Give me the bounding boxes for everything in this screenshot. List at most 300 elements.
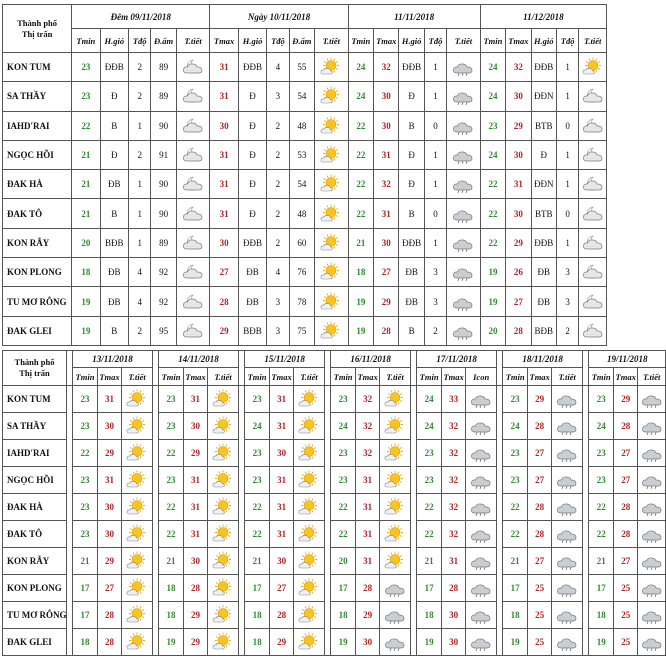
value-cell: 1 [129, 111, 151, 140]
rain-cloud-icon [451, 58, 475, 76]
column-header: T.tiết [447, 29, 481, 53]
tmin-cell: 23 [159, 467, 184, 494]
tmin-cell: 22 [245, 521, 270, 548]
weather-cell [315, 82, 349, 111]
sun-cloud-icon [319, 293, 343, 311]
tmin-cell: 21 [503, 548, 528, 575]
value-cell: 92 [151, 287, 176, 316]
rain-cloud-icon [451, 263, 475, 281]
moon-cloud-icon [581, 322, 605, 340]
moon-cloud-icon [181, 146, 205, 164]
tmax-cell: 31 [184, 521, 208, 548]
weather-cell [466, 548, 497, 575]
rain-cloud-icon [451, 234, 475, 252]
value-cell: 90 [151, 111, 176, 140]
tmin-cell: 21 [417, 548, 442, 575]
tmax-cell: 28 [528, 494, 552, 521]
sun-cloud-icon [319, 175, 343, 193]
tmin-cell: 23 [331, 440, 356, 467]
rain-cloud-icon [469, 633, 493, 651]
tmin-cell: 23 [245, 386, 270, 413]
column-header: Tmax [374, 29, 399, 53]
weather-cell [638, 521, 666, 548]
weather-cell [315, 228, 349, 257]
city-name: ĐAK GLEI [3, 629, 67, 656]
tmin-cell: 18 [245, 602, 270, 629]
column-header: T.tiết [176, 29, 210, 53]
weather-cell [208, 467, 239, 494]
moon-cloud-icon [181, 205, 205, 223]
weather-cell [294, 413, 325, 440]
column-header: T.tiết [552, 368, 583, 386]
value-cell: 0 [556, 199, 578, 228]
rain-cloud-icon [640, 390, 664, 408]
tmin-cell: 18 [331, 602, 356, 629]
rain-cloud-icon [640, 471, 664, 489]
date-header: 11/12/2018 [480, 5, 606, 29]
tmax-cell: 29 [270, 629, 294, 656]
column-header: T.tiết [380, 368, 411, 386]
weather-cell [552, 440, 583, 467]
weather-cell [315, 199, 349, 228]
rain-cloud-icon [451, 322, 475, 340]
tmax-cell: 32 [356, 440, 380, 467]
value-cell: 0 [424, 199, 446, 228]
value-cell: 1 [556, 53, 578, 82]
column-header: Tmin [331, 368, 356, 386]
value-cell: 4 [129, 258, 151, 287]
value-cell: 1 [424, 228, 446, 257]
moon-cloud-icon [181, 293, 205, 311]
rain-cloud-icon [555, 444, 579, 462]
sun-cloud-icon [125, 444, 149, 462]
tmax-cell: 31 [210, 199, 238, 228]
sun-cloud-icon [125, 552, 149, 570]
tmax-cell: 29 [506, 228, 531, 257]
tmin-cell: 19 [480, 258, 505, 287]
value-cell: Đ [238, 170, 266, 199]
table-row [3, 53, 607, 82]
tmin-cell: 22 [417, 494, 442, 521]
column-header: T.tiết [208, 368, 239, 386]
weather-cell [466, 467, 497, 494]
tmax-cell: 32 [442, 521, 466, 548]
sun-cloud-icon [383, 525, 407, 543]
weather-cell [552, 413, 583, 440]
tmin-cell: 22 [348, 140, 373, 169]
moon-cloud-icon [581, 175, 605, 193]
tmax-cell: 30 [98, 521, 122, 548]
weather-cell [122, 386, 153, 413]
tmin-cell: 23 [73, 494, 98, 521]
weather-cell [122, 494, 153, 521]
rain-cloud-icon [640, 525, 664, 543]
city-name: KON RẪY [3, 228, 72, 257]
weather-cell [466, 386, 497, 413]
tmax-cell: 31 [356, 521, 380, 548]
rain-cloud-icon [469, 579, 493, 597]
value-cell: 2 [129, 82, 151, 111]
tmin-cell: 17 [417, 575, 442, 602]
value-cell: 1 [424, 140, 446, 169]
value-cell: ĐB [399, 258, 424, 287]
value-cell: ĐB [238, 258, 266, 287]
sun-cloud-icon [383, 444, 407, 462]
tmax-cell: 31 [210, 82, 238, 111]
date-header: 18/11/2018 [503, 351, 583, 368]
tmax-cell: 28 [528, 521, 552, 548]
value-cell: Đ [100, 82, 128, 111]
column-header: Tmax [528, 368, 552, 386]
city-name: IAHD'RAI [3, 111, 72, 140]
sun-cloud-icon [211, 471, 235, 489]
rain-cloud-icon [451, 293, 475, 311]
value-cell: BĐB [238, 316, 266, 345]
value-cell: BĐB [100, 228, 128, 257]
tmin-cell: 18 [417, 602, 442, 629]
table-row [3, 287, 607, 316]
moon-cloud-icon [581, 205, 605, 223]
tmax-cell: 30 [374, 82, 399, 111]
rain-cloud-icon [555, 498, 579, 516]
tmin-cell: 23 [331, 386, 356, 413]
tmax-cell: 30 [184, 548, 208, 575]
tmin-cell: 19 [589, 629, 614, 656]
tmin-cell: 23 [73, 413, 98, 440]
tmax-cell: 27 [528, 467, 552, 494]
tmax-cell: 31 [356, 494, 380, 521]
tmin-cell: 21 [73, 548, 98, 575]
sun-cloud-icon [211, 417, 235, 435]
weather-cell [638, 629, 666, 656]
tmax-cell: 27 [614, 440, 638, 467]
tmin-cell: 23 [480, 111, 505, 140]
rain-cloud-icon [469, 417, 493, 435]
sun-cloud-icon [319, 146, 343, 164]
moon-cloud-icon [581, 293, 605, 311]
weather-cell [176, 53, 210, 82]
value-cell: 2 [129, 53, 151, 82]
value-cell: 2 [267, 199, 289, 228]
sun-cloud-icon [383, 417, 407, 435]
city-name: KON TUM [3, 53, 72, 82]
value-cell: 53 [289, 140, 314, 169]
column-header: Tmin [348, 29, 373, 53]
sun-cloud-icon [297, 390, 321, 408]
value-cell: 1 [556, 170, 578, 199]
weather-cell [380, 386, 411, 413]
weather-cell [122, 629, 153, 656]
weather-cell [447, 170, 481, 199]
tmin-cell: 22 [72, 111, 100, 140]
weather-cell [579, 228, 607, 257]
tmax-cell: 29 [184, 629, 208, 656]
weather-cell [176, 228, 210, 257]
rain-cloud-icon [640, 579, 664, 597]
sun-cloud-icon [125, 390, 149, 408]
tmax-cell: 31 [270, 413, 294, 440]
tmax-cell: 31 [270, 467, 294, 494]
weather-cell [122, 467, 153, 494]
date-header: 16/11/2018 [331, 351, 411, 368]
value-cell: ĐĐB [238, 53, 266, 82]
city-name: ĐAK HÀ [3, 494, 67, 521]
weather-cell [208, 602, 239, 629]
value-cell: BTB [531, 199, 556, 228]
tmin-cell: 23 [72, 53, 100, 82]
sun-cloud-icon [211, 444, 235, 462]
tmax-cell: 32 [442, 494, 466, 521]
tmin-cell: 22 [503, 521, 528, 548]
weather-cell [466, 440, 497, 467]
column-header: Đ.ẩm [289, 29, 314, 53]
value-cell: 3 [556, 258, 578, 287]
tmax-cell: 31 [184, 467, 208, 494]
table-row [3, 386, 666, 413]
weather-cell [315, 316, 349, 345]
tmax-cell: 31 [356, 548, 380, 575]
rain-cloud-icon [469, 606, 493, 624]
value-cell: Đ [399, 82, 424, 111]
moon-cloud-icon [181, 87, 205, 105]
tmax-cell: 31 [442, 548, 466, 575]
date-header: 17/11/2018 [417, 351, 497, 368]
tmin-cell: 20 [480, 316, 505, 345]
tmin-cell: 21 [245, 548, 270, 575]
sun-cloud-icon [211, 525, 235, 543]
tmax-cell: 31 [210, 53, 238, 82]
value-cell: Đ [399, 170, 424, 199]
tmin-cell: 23 [503, 440, 528, 467]
table-row [3, 316, 607, 345]
tmin-cell: 22 [159, 521, 184, 548]
tmax-cell: 28 [442, 575, 466, 602]
value-cell: B [100, 111, 128, 140]
tmin-cell: 18 [73, 629, 98, 656]
tmax-cell: 31 [98, 467, 122, 494]
value-cell: 1 [424, 53, 446, 82]
weather-cell [294, 629, 325, 656]
tmin-cell: 23 [245, 440, 270, 467]
date-header: 19/11/2018 [589, 351, 666, 368]
column-header: Tmax [356, 368, 380, 386]
city-name: NGỌC HỒI [3, 140, 72, 169]
sun-cloud-icon [125, 606, 149, 624]
tmin-cell: 19 [72, 316, 100, 345]
column-header: T.tiết [638, 368, 666, 386]
value-cell: 1 [129, 199, 151, 228]
weather-cell [552, 494, 583, 521]
value-cell: 2 [424, 316, 446, 345]
rain-cloud-icon [640, 444, 664, 462]
value-cell: ĐĐB [531, 53, 556, 82]
value-cell: Đ [100, 140, 128, 169]
sun-cloud-icon [125, 525, 149, 543]
city-name: ĐAK HÀ [3, 170, 72, 199]
weather-cell [294, 575, 325, 602]
tmin-cell: 23 [417, 440, 442, 467]
tmax-cell: 25 [614, 629, 638, 656]
weather-cell [638, 386, 666, 413]
tmax-cell: 27 [98, 575, 122, 602]
weather-cell [294, 494, 325, 521]
tmax-cell: 31 [356, 467, 380, 494]
tmax-cell: 28 [614, 413, 638, 440]
rain-cloud-icon [555, 606, 579, 624]
weather-cell [447, 111, 481, 140]
column-header: Tmax [98, 368, 122, 386]
value-cell: ĐB [100, 170, 128, 199]
rain-cloud-icon [469, 444, 493, 462]
tmin-cell: 19 [417, 629, 442, 656]
value-cell: 3 [556, 287, 578, 316]
tmin-cell: 23 [503, 386, 528, 413]
weather-cell [380, 602, 411, 629]
rain-cloud-icon [640, 417, 664, 435]
rain-cloud-icon [555, 417, 579, 435]
rain-cloud-icon [555, 633, 579, 651]
tmax-cell: 31 [374, 199, 399, 228]
value-cell: 90 [151, 199, 176, 228]
tmin-cell: 22 [348, 170, 373, 199]
value-cell: ĐB [238, 287, 266, 316]
sun-cloud-icon [125, 633, 149, 651]
tmax-cell: 29 [374, 287, 399, 316]
weather-cell [208, 521, 239, 548]
sun-cloud-icon [297, 633, 321, 651]
table-row [3, 82, 607, 111]
sun-cloud-icon [319, 117, 343, 135]
weather-cell [579, 53, 607, 82]
sun-cloud-icon [383, 552, 407, 570]
tmax-cell: 25 [528, 602, 552, 629]
value-cell: 2 [556, 316, 578, 345]
column-header: Tmin [589, 368, 614, 386]
rain-cloud-icon [469, 552, 493, 570]
weather-cell [466, 629, 497, 656]
sun-cloud-icon [297, 471, 321, 489]
sun-cloud-icon [125, 417, 149, 435]
value-cell: B [100, 199, 128, 228]
sun-cloud-icon [211, 390, 235, 408]
tmax-cell: 31 [98, 386, 122, 413]
tmax-cell: 32 [442, 440, 466, 467]
city-name: KON PLONG [3, 575, 67, 602]
value-cell: 3 [267, 316, 289, 345]
tmin-cell: 18 [503, 602, 528, 629]
city-name: TU MƠ RÔNG [3, 602, 67, 629]
weather-cell [315, 111, 349, 140]
value-cell: 1 [129, 170, 151, 199]
column-header: Tmin [72, 29, 100, 53]
column-header: Tmax [270, 368, 294, 386]
table-row [3, 170, 607, 199]
tmax-cell: 30 [374, 111, 399, 140]
tmax-cell: 29 [528, 386, 552, 413]
weather-cell [176, 170, 210, 199]
tmin-cell: 17 [245, 575, 270, 602]
weather-cell [122, 413, 153, 440]
weather-cell [380, 629, 411, 656]
date-header: Ngày 10/11/2018 [210, 5, 348, 29]
value-cell: 1 [424, 82, 446, 111]
weather-cell [294, 386, 325, 413]
rain-cloud-icon [640, 498, 664, 516]
date-header: 13/11/2018 [73, 351, 153, 368]
column-header: Tmax [442, 368, 466, 386]
tmin-cell: 17 [503, 575, 528, 602]
weather-cell [176, 316, 210, 345]
value-cell: ĐĐB [238, 228, 266, 257]
value-cell: 89 [151, 82, 176, 111]
tmax-cell: 30 [356, 629, 380, 656]
sun-cloud-icon [319, 205, 343, 223]
weather-cell [466, 575, 497, 602]
tmax-cell: 29 [98, 440, 122, 467]
tmax-cell: 26 [506, 258, 531, 287]
value-cell: 92 [151, 258, 176, 287]
tmin-cell: 19 [503, 629, 528, 656]
tmin-cell: 23 [417, 467, 442, 494]
tmin-cell: 23 [73, 467, 98, 494]
rain-cloud-icon [451, 205, 475, 223]
tmax-cell: 30 [270, 548, 294, 575]
value-cell: 2 [267, 228, 289, 257]
rain-cloud-icon [451, 146, 475, 164]
rain-cloud-icon [640, 552, 664, 570]
weather-cell [122, 548, 153, 575]
table-row [3, 111, 607, 140]
tmax-cell: 32 [356, 386, 380, 413]
column-header: Tmin [480, 29, 505, 53]
sun-cloud-icon [383, 498, 407, 516]
tmax-cell: 25 [614, 602, 638, 629]
value-cell: B [399, 111, 424, 140]
value-cell: 54 [289, 170, 314, 199]
value-cell: 90 [151, 170, 176, 199]
value-cell: ĐĐB [531, 228, 556, 257]
column-header: T.tiết [294, 368, 325, 386]
tmin-cell: 23 [72, 82, 100, 111]
sun-cloud-icon [125, 498, 149, 516]
tmin-cell: 19 [480, 287, 505, 316]
value-cell: 4 [129, 287, 151, 316]
weather-cell [294, 467, 325, 494]
city-name: KON RẪY [3, 548, 67, 575]
tmax-cell: 32 [356, 413, 380, 440]
tmin-cell: 18 [589, 602, 614, 629]
weather-cell [208, 413, 239, 440]
weather-cell [176, 199, 210, 228]
tmin-cell: 17 [73, 602, 98, 629]
weather-cell [380, 467, 411, 494]
tmax-cell: 27 [528, 548, 552, 575]
column-header: H.gió [100, 29, 128, 53]
sun-cloud-icon [211, 579, 235, 597]
sun-cloud-icon [319, 263, 343, 281]
tmax-cell: 27 [614, 548, 638, 575]
weather-cell [579, 111, 607, 140]
weather-cell [552, 386, 583, 413]
tmin-cell: 24 [589, 413, 614, 440]
value-cell: ĐĐB [100, 53, 128, 82]
weather-cell [176, 287, 210, 316]
value-cell: 60 [289, 228, 314, 257]
weather-cell [176, 111, 210, 140]
tmin-cell: 19 [72, 287, 100, 316]
sun-cloud-icon [383, 390, 407, 408]
tmax-cell: 31 [270, 521, 294, 548]
